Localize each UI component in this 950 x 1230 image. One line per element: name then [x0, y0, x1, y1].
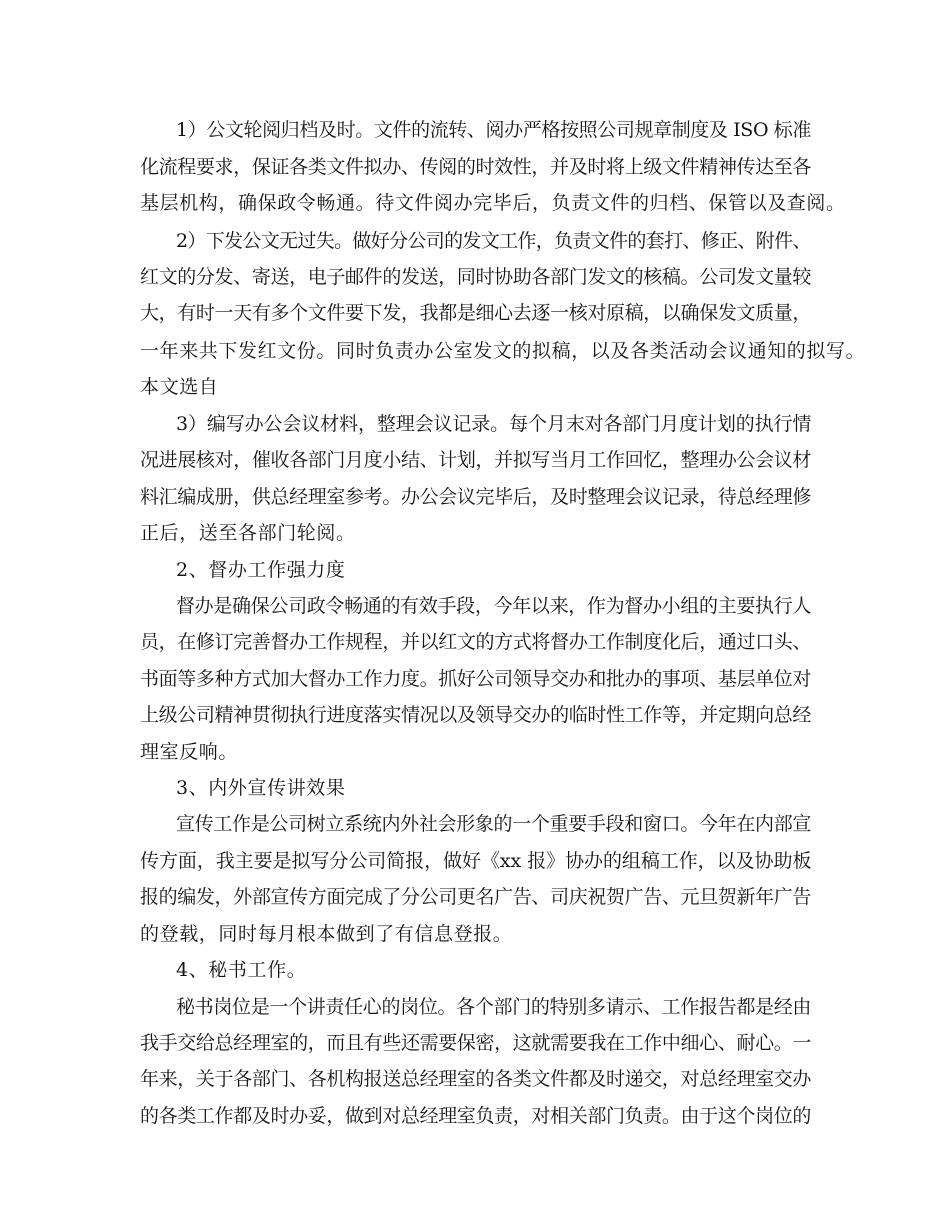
text-line: 年来，关于各部门、各机构报送总经理室的各类文件都及时递交，对总经理室交办 [140, 1068, 812, 1090]
text-line: 红文的分发、寄送，电子邮件的发送，同时协助各部门发文的核稿。公司发文量较 [140, 266, 812, 288]
text-line: 的登载，同时每月根本做到了有信息登报。 [140, 923, 513, 945]
text-line: 书面等多种方式加大督办工作力度。抓好公司领导交办和批办的事项、基层单位对 [140, 668, 812, 690]
text-line: 员，在修订完善督办工作规程，并以红文的方式将督办工作制度化后，通过口头、 [140, 631, 812, 653]
text-line: 宣传工作是公司树立系统内外社会形象的一个重要手段和窗口。今年在内部宣 [176, 813, 812, 835]
section-heading: 2、督办工作强力度 [176, 559, 346, 581]
text-line: 料汇编成册，供总经理室参考。办公会议完毕后，及时整理会议记录，待总经理修 [140, 486, 812, 508]
text-line: 基层机构，确保政令畅通。待文件阅办完毕后，负责文件的归档、保管以及查阅。 [140, 192, 846, 214]
text-line: 督办是确保公司政令畅通的有效手段，今年以来，作为督办小组的主要执行人 [176, 595, 812, 617]
text-line: 传方面，我主要是拟写分公司简报，做好《xx 报》协办的组稿工作，以及协助板 [140, 850, 812, 872]
text-line: 1）公文轮阅归档及时。文件的流转、阅办严格按照公司规章制度及 ISO 标准 [176, 119, 812, 141]
section-heading: 3、内外宣传讲效果 [176, 777, 346, 799]
text-line: 一年来共下发红文份。同时负责办公室发文的拟稿，以及各类活动会议通知的拟写。 [140, 340, 866, 362]
text-line: 的各类工作都及时办妥，做到对总经理室负责，对相关部门负责。由于这个岗位的 [140, 1105, 812, 1127]
text-line: 秘书岗位是一个讲责任心的岗位。各个部门的特别多请示、工作报告都是经由 [176, 996, 812, 1018]
text-line: 本文选自 [140, 376, 219, 398]
section-heading: 4、秘书工作。 [176, 959, 307, 981]
text-line: 3）编写办公会议材料，整理会议记录。每个月末对各部门月度计划的执行情 [176, 413, 812, 435]
text-line: 大，有时一天有多个文件要下发，我都是细心去逐一核对原稿，以确保发文质量， [140, 302, 812, 324]
text-line: 报的编发，外部宣传方面完成了分公司更名广告、司庆祝贺广告、元旦贺新年广告 [140, 886, 812, 908]
text-line: 正后，送至各部门轮阅。 [140, 522, 356, 544]
text-line: 2）下发公文无过失。做好分公司的发文工作，负责文件的套打、修正、附件、 [176, 230, 811, 252]
text-line: 理室反响。 [140, 741, 239, 763]
text-line: 上级公司精神贯彻执行进度落实情况以及领导交办的临时性工作等，并定期向总经 [140, 704, 812, 726]
text-line: 化流程要求，保证各类文件拟办、传阅的时效性，并及时将上级文件精神传达至各 [140, 156, 812, 178]
text-line: 我手交给总经理室的，而且有些还需要保密，这就需要我在工作中细心、耐心。一 [140, 1032, 812, 1054]
text-line: 况进展核对，催收各部门月度小结、计划，并拟写当月工作回忆，整理办公会议材 [140, 449, 812, 471]
